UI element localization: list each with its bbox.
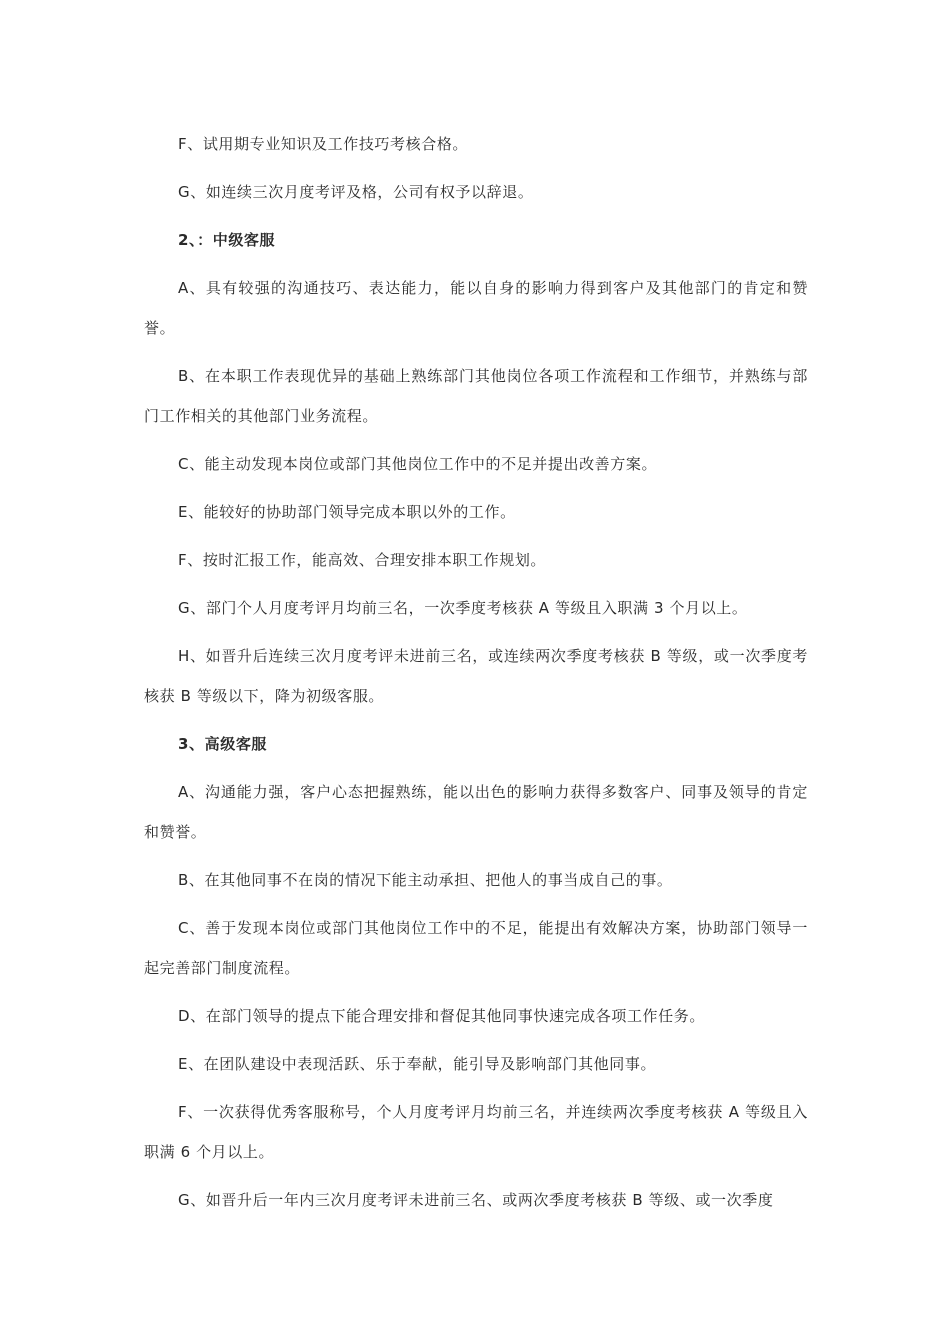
paragraph: F、试用期专业知识及工作技巧考核合格。 <box>178 135 469 153</box>
paragraph: B、在本职工作表现优异的基础上熟练部门其他岗位各项工作流程和工作细节，并熟练与部门工作相关的其他部门业务流程。 <box>144 367 808 425</box>
document-body <box>144 124 808 1228</box>
paragraph: D、在部门领导的提点下能合理安排和督促其他同事快速完成各项工作任务。 <box>178 1007 705 1025</box>
paragraph: A、沟通能力强，客户心态把握熟练，能以出色的影响力获得多数客户、同事及领导的肯定和赞誉。 <box>144 783 808 841</box>
section-heading: 2、：中级客服 <box>178 231 276 249</box>
paragraph: G、部门个人月度考评月均前三名，一次季度考核获 A 等级且入职满 3 个月以上。 <box>178 599 748 617</box>
paragraph: A、具有较强的沟通技巧、表达能力，能以自身的影响力得到客户及其他部门的肯定和赞誉。 <box>144 279 808 337</box>
paragraph: C、善于发现本岗位或部门其他岗位工作中的不足，能提出有效解决方案，协助部门领导一起完善部门制度流程。 <box>144 919 808 977</box>
paragraph: G、如连续三次月度考评及格，公司有权予以辞退。 <box>178 183 534 201</box>
paragraph: F、按时汇报工作，能高效、合理安排本职工作规划。 <box>178 551 547 569</box>
paragraph: H、如晋升后连续三次月度考评未进前三名，或连续两次季度考核获 B 等级，或一次季度考核获 B 等级以下，降为初级客服。 <box>144 647 808 705</box>
paragraph: E、在团队建设中表现活跃、乐于奉献，能引导及影响部门其他同事。 <box>178 1055 657 1073</box>
paragraph: G、如晋升后一年内三次月度考评未进前三名、或两次季度考核获 B 等级、或一次季度 <box>178 1191 774 1209</box>
paragraph: B、在其他同事不在岗的情况下能主动承担、把他人的事当成自己的事。 <box>178 871 673 889</box>
paragraph: F、一次获得优秀客服称号，个人月度考评月均前三名，并连续两次季度考核获 A 等级且入职满 6 个月以上。 <box>144 1103 808 1161</box>
paragraph: C、能主动发现本岗位或部门其他岗位工作中的不足并提出改善方案。 <box>178 455 658 473</box>
section-heading: 3、高级客服 <box>178 735 268 753</box>
paragraph: E、能较好的协助部门领导完成本职以外的工作。 <box>178 503 516 521</box>
